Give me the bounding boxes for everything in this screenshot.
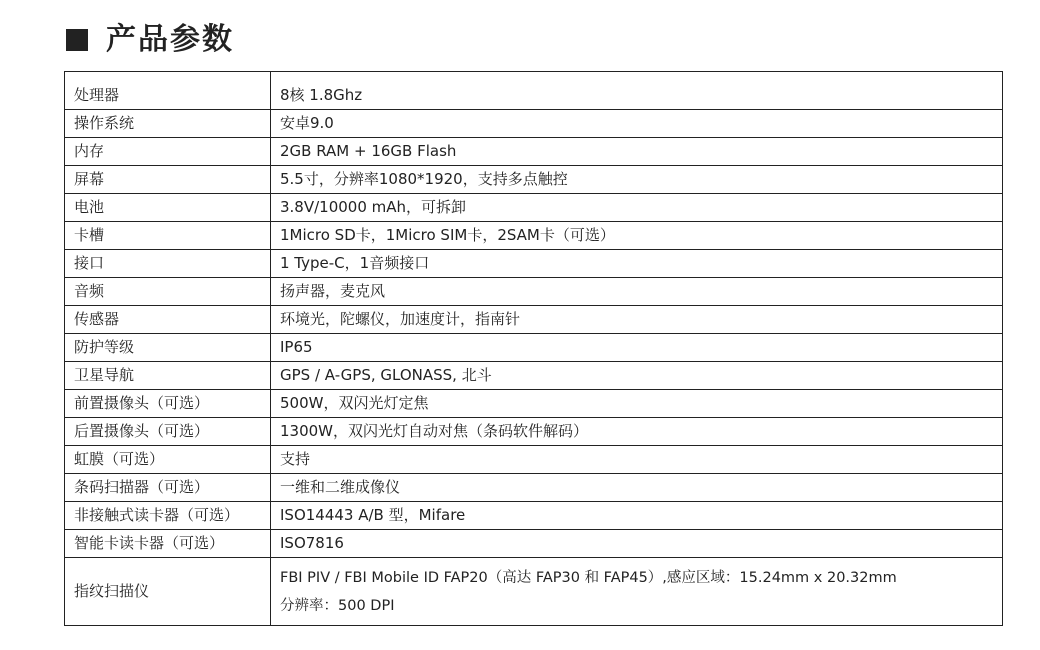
spec-value: IP65 [271,334,1003,362]
spec-row [65,194,1003,222]
spec-label: 后置摄像头（可选） [65,418,271,446]
spec-label: 防护等级 [65,334,271,362]
spec-value: 1Micro SD卡，1Micro SIM卡，2SAM卡（可选） [271,222,1003,250]
spec-value: 8核 1.8Ghz [271,72,1003,110]
spec-value: 500W，双闪光灯定焦 [271,390,1003,418]
spec-label: 处理器 [65,72,271,110]
spec-table-body [65,72,1003,626]
spec-value: 安卓9.0 [271,110,1003,138]
spec-value-line-1: FBI PIV / FBI Mobile ID FAP20（高达 FAP30 和 FAP45）,感应区域：15.24mm x 20.32mm [280,569,897,586]
spec-value: ISO7816 [271,530,1003,558]
spec-value: 环境光，陀螺仪，加速度计，指南针 [271,306,1003,334]
spec-row [65,166,1003,194]
spec-label: 虹膜（可选） [65,446,271,474]
spec-label: 接口 [65,250,271,278]
spec-label: 卫星导航 [65,362,271,390]
square-marker-icon [66,29,88,51]
spec-value: GPS / A-GPS, GLONASS, 北斗 [271,362,1003,390]
spec-value: 3.8V/10000 mAh，可拆卸 [271,194,1003,222]
spec-label: 内存 [65,138,271,166]
spec-label: 前置摄像头（可选） [65,390,271,418]
spec-row [65,250,1003,278]
spec-label: 屏幕 [65,166,271,194]
spec-value: 支持 [271,446,1003,474]
spec-value-line-2: 分辨率：500 DPI [280,597,395,614]
spec-row [65,418,1003,446]
spec-label: 指纹扫描仪 [65,558,271,626]
spec-row [65,474,1003,502]
spec-row [65,502,1003,530]
spec-label: 智能卡读卡器（可选） [65,530,271,558]
section-title: 产品参数 [106,22,234,57]
spec-label: 电池 [65,194,271,222]
spec-row [65,138,1003,166]
spec-row [65,362,1003,390]
spec-value: 5.5寸，分辨率1080*1920，支持多点触控 [271,166,1003,194]
spec-value: ISO14443 A/B 型，Mifare [271,502,1003,530]
spec-row [65,530,1003,558]
spec-label: 传感器 [65,306,271,334]
spec-label: 音频 [65,278,271,306]
spec-row [65,390,1003,418]
spec-value: 扬声器，麦克风 [271,278,1003,306]
spec-table [64,71,1003,626]
spec-row-fingerprint [65,558,1003,626]
section-header [66,18,234,62]
spec-row [65,446,1003,474]
spec-value [271,558,1003,626]
spec-value: 1300W，双闪光灯自动对焦（条码软件解码） [271,418,1003,446]
spec-label: 卡槽 [65,222,271,250]
spec-row [65,72,1003,110]
spec-label: 条码扫描器（可选） [65,474,271,502]
spec-row [65,306,1003,334]
spec-row [65,222,1003,250]
spec-label: 非接触式读卡器（可选） [65,502,271,530]
spec-row [65,110,1003,138]
spec-label: 操作系统 [65,110,271,138]
spec-value: 1 Type-C，1音频接口 [271,250,1003,278]
spec-row [65,278,1003,306]
spec-value: 一维和二维成像仪 [271,474,1003,502]
spec-row [65,334,1003,362]
spec-value: 2GB RAM + 16GB Flash [271,138,1003,166]
